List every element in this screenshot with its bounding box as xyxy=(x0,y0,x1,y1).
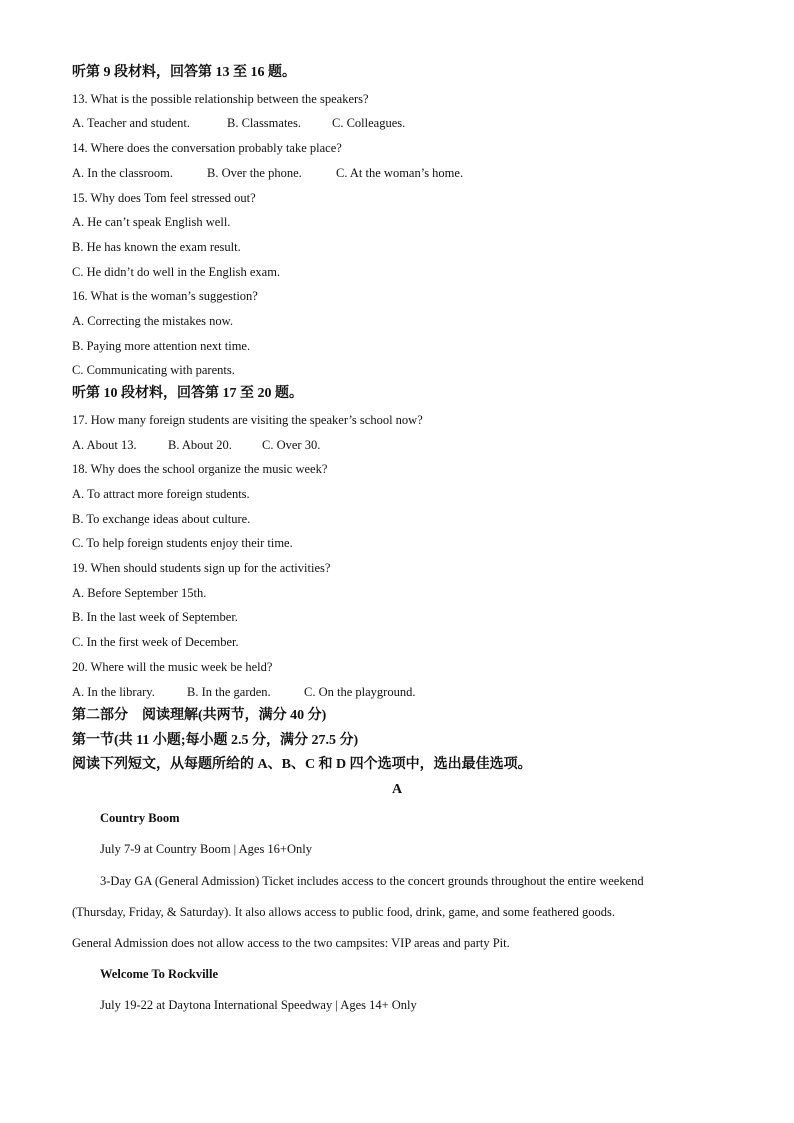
passage-line-1: July 7-9 at Country Boom | Ages 16+Only xyxy=(100,842,312,856)
question-15-option-b: B. He has known the exam result. xyxy=(72,240,241,254)
question-14: 14. Where does the conversation probably take place? xyxy=(72,141,342,155)
option-a: A. Teacher and student. xyxy=(72,116,190,130)
question-16-option-a: A. Correcting the mistakes now. xyxy=(72,314,233,328)
passage-para-1c: General Admission does not allow access to the two campsites: VIP areas and party Pit. xyxy=(72,936,510,950)
option-b: B. Over the phone. xyxy=(207,166,302,180)
section1-heading: 第一节(共 11 小题;每小题 2.5 分，满分 27.5 分) xyxy=(72,733,359,748)
option-b: B. Classmates. xyxy=(227,116,301,130)
option-c: C. At the woman’s home. xyxy=(336,166,464,180)
question-18-option-c: C. To help foreign students enjoy their time. xyxy=(72,536,293,550)
question-17: 17. How many foreign students are visiting the speaker’s school now? xyxy=(72,413,423,427)
option-a: A. About 13. xyxy=(72,438,137,452)
reading-instructions: 阅读下列短文，从每题所给的 A、B、C 和 D 四个选项中，选出最佳选项。 xyxy=(72,757,532,772)
option-c: C. Over 30. xyxy=(262,438,321,452)
question-18-option-b: B. To exchange ideas about culture. xyxy=(72,512,251,526)
passage-para-1a: 3-Day GA (General Admission) Ticket includes access to the concert grounds throughout the entire weekend xyxy=(100,874,644,888)
question-17-options xyxy=(72,437,320,453)
option-a: A. In the classroom. xyxy=(72,166,174,180)
option-a: A. In the library. xyxy=(72,685,155,699)
question-15-option-c: C. He didn’t do well in the English exam. xyxy=(72,265,281,279)
question-13-options xyxy=(72,115,405,131)
option-b: B. In the garden. xyxy=(187,685,271,699)
question-19-option-c: C. In the first week of December. xyxy=(72,635,239,649)
section9-heading: 听第 9 段材料，回答第 13 至 16 题。 xyxy=(72,65,296,80)
question-13: 13. What is the possible relationship between the speakers? xyxy=(72,92,369,106)
question-14-options xyxy=(72,165,463,181)
option-c: C. On the playground. xyxy=(304,685,416,699)
question-20-options xyxy=(72,684,415,700)
question-18-option-a: A. To attract more foreign students. xyxy=(72,487,250,501)
question-16: 16. What is the woman’s suggestion? xyxy=(72,289,258,303)
option-b: B. About 20. xyxy=(168,438,232,452)
question-19-option-a: A. Before September 15th. xyxy=(72,586,207,600)
passage-line-2: July 19-22 at Daytona International Speedway | Ages 14+ Only xyxy=(100,998,417,1012)
passage-label: A xyxy=(391,782,403,797)
passage-title-country-boom: Country Boom xyxy=(100,811,180,825)
question-18: 18. Why does the school organize the music week? xyxy=(72,462,328,476)
part2-heading: 第二部分 阅读理解(共两节，满分 40 分) xyxy=(72,708,327,723)
option-c: C. Colleagues. xyxy=(332,116,406,130)
question-19: 19. When should students sign up for the activities? xyxy=(72,561,331,575)
question-16-option-c: C. Communicating with parents. xyxy=(72,363,235,377)
question-15-option-a: A. He can’t speak English well. xyxy=(72,215,231,229)
section10-heading: 听第 10 段材料，回答第 17 至 20 题。 xyxy=(72,386,303,401)
passage-para-1b: (Thursday, Friday, & Saturday). It also allows access to public food, drink, game, and some feathered goods. xyxy=(72,905,616,919)
question-19-option-b: B. In the last week of September. xyxy=(72,610,238,624)
question-20: 20. Where will the music week be held? xyxy=(72,660,273,674)
question-15: 15. Why does Tom feel stressed out? xyxy=(72,191,256,205)
passage-title-rockville: Welcome To Rockville xyxy=(100,967,219,981)
question-16-option-b: B. Paying more attention next time. xyxy=(72,339,251,353)
